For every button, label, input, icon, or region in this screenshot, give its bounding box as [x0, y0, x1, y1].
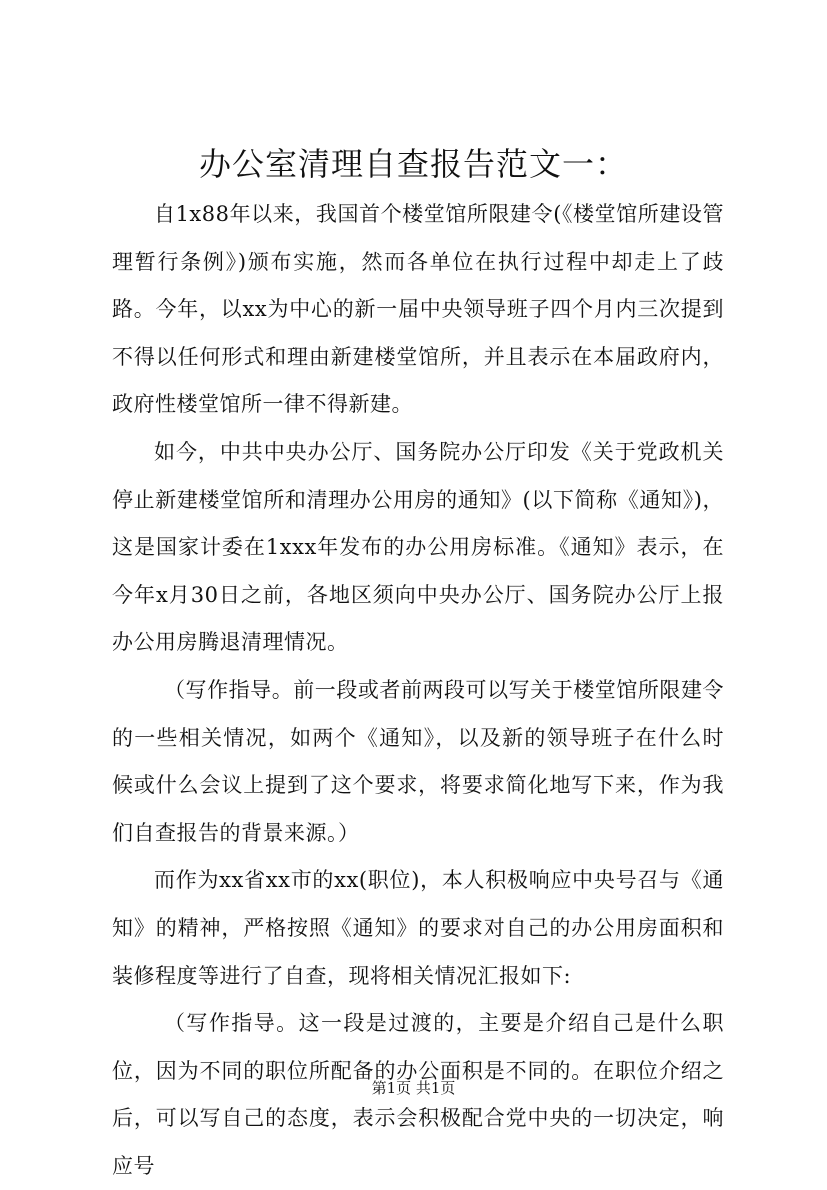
paragraph-3-writing-guide: （写作指导。前一段或者前两段可以写关于楼堂馆所限建令的一些相关情况，如两个《通知》，以及新的领导班子在什么时候或什么会议上提到了这个要求，将要求简化地写下来，作为我们自查报告的背景来源。）: [112, 677, 724, 845]
paragraph-4: 而作为xx省xx市的xx(职位)，本人积极响应中央号召与《通知》的精神，严格按照《通知》的要求对自己的办公用房面积和装修程度等进行了自查，现将相关情况汇报如下:: [112, 868, 724, 988]
paragraph-1: 自1x88年以来，我国首个楼堂馆所限建令(《楼堂馆所建设管理暂行条例》)颁布实施，然而各单位在执行过程中却走上了歧路。今年，以xx为中心的新一届中央领导班子四个月内三次提到不得以任何形式和理由新建楼堂馆所，并且表示在本届政府内，政府性楼堂馆所一律不得新建。: [112, 202, 724, 417]
paragraph-2: 如今，中共中央办公厅、国务院办公厅印发《关于党政机关停止新建楼堂馆所和清理办公用房的通知》(以下简称《通知》)，这是国家计委在1xxx年发布的办公用房标准。《通知》表示，在今年x月30日之前，各地区须向中央办公厅、国务院办公厅上报办公用房腾退清理情况。: [112, 439, 724, 655]
page-number-footer: 第1页 共1页: [371, 1079, 456, 1097]
document-body: [112, 191, 724, 1190]
document-title: 办公室清理自查报告范文一：: [198, 145, 628, 183]
paragraph-5-writing-guide: （写作指导。这一段是过渡的，主要是介绍自己是什么职位，因为不同的职位所配备的办公面积是不同的。在职位介绍之后，可以写自己的态度，表示会积极配合党中央的一切决定，响应号: [112, 1011, 724, 1178]
